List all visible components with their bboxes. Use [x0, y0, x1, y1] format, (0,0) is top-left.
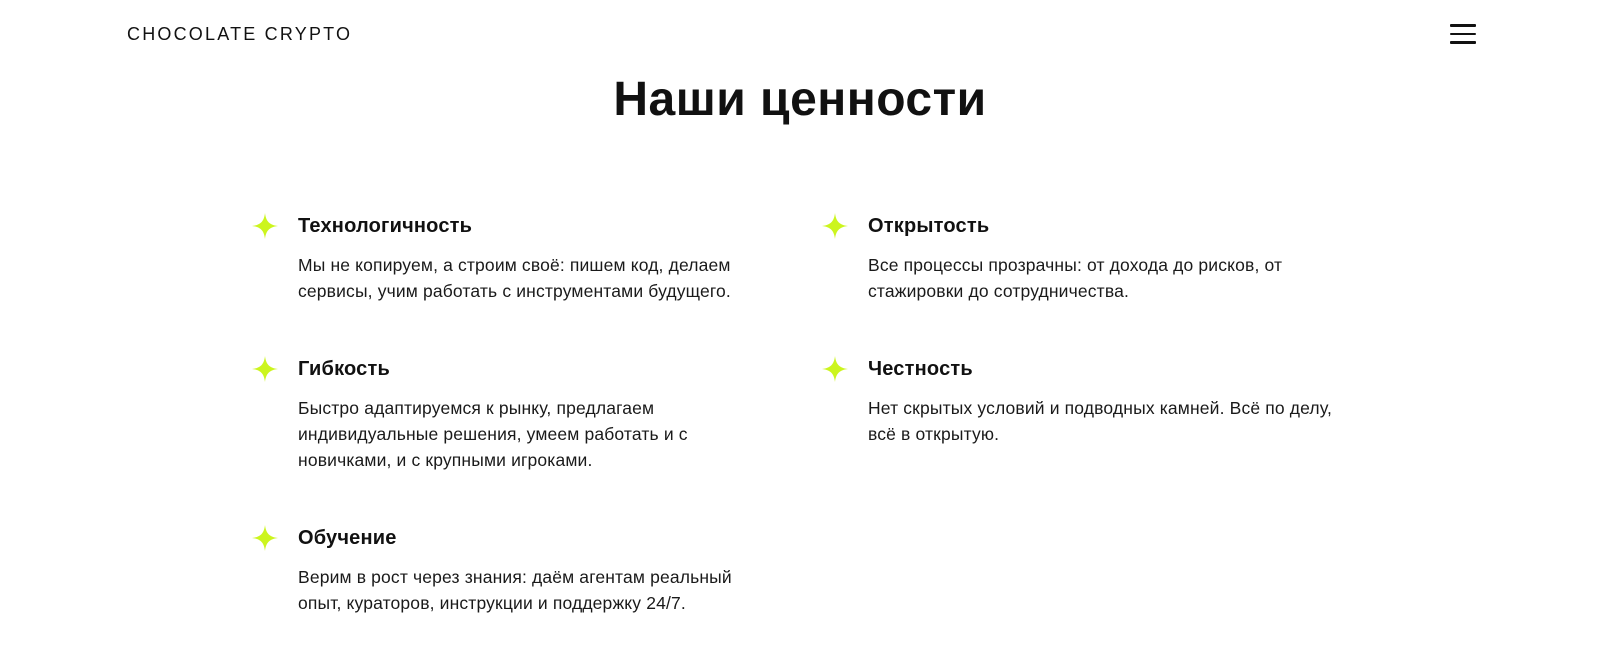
- value-text: Все процессы прозрачны: от дохода до рисков, от стажировки до сотрудничества.: [868, 255, 1283, 301]
- value-text: Нет скрытых условий и подводных камней. Всё по делу, всё в открытую.: [868, 398, 1332, 444]
- logo-link[interactable]: CHOCOLATE CRYPTO: [127, 24, 353, 44]
- value-text: Быстро адаптируемся к рынку, предлагаем индивидуальные решения, умеем работать и с новичками, и с крупными игроками.: [298, 398, 688, 470]
- value-item-learning: [298, 526, 778, 616]
- value-title: Гибкость: [298, 358, 391, 380]
- sparkle-icon: [822, 213, 848, 239]
- value-title: Честность: [868, 358, 973, 380]
- value-text: Мы не копируем, а строим своё: пишем код, делаем сервисы, учим работать с инструментами будущего.: [298, 255, 731, 301]
- sparkle-icon: [252, 356, 278, 382]
- sparkle-icon: [252, 213, 278, 239]
- section-title: Наши ценности: [613, 73, 987, 126]
- value-text: Верим в рост через знания: даём агентам реальный опыт, кураторов, инструкции и поддержку 24/7.: [298, 567, 732, 613]
- value-item-honesty: [868, 357, 1338, 447]
- value-item-openness: [868, 214, 1338, 304]
- value-title: Открытость: [868, 215, 990, 237]
- sparkle-icon: [822, 356, 848, 382]
- value-title: Технологичность: [298, 215, 473, 237]
- value-item-technology: [298, 214, 778, 304]
- sparkle-icon: [252, 525, 278, 551]
- value-title: Обучение: [298, 527, 397, 549]
- value-item-flexibility: [298, 357, 748, 473]
